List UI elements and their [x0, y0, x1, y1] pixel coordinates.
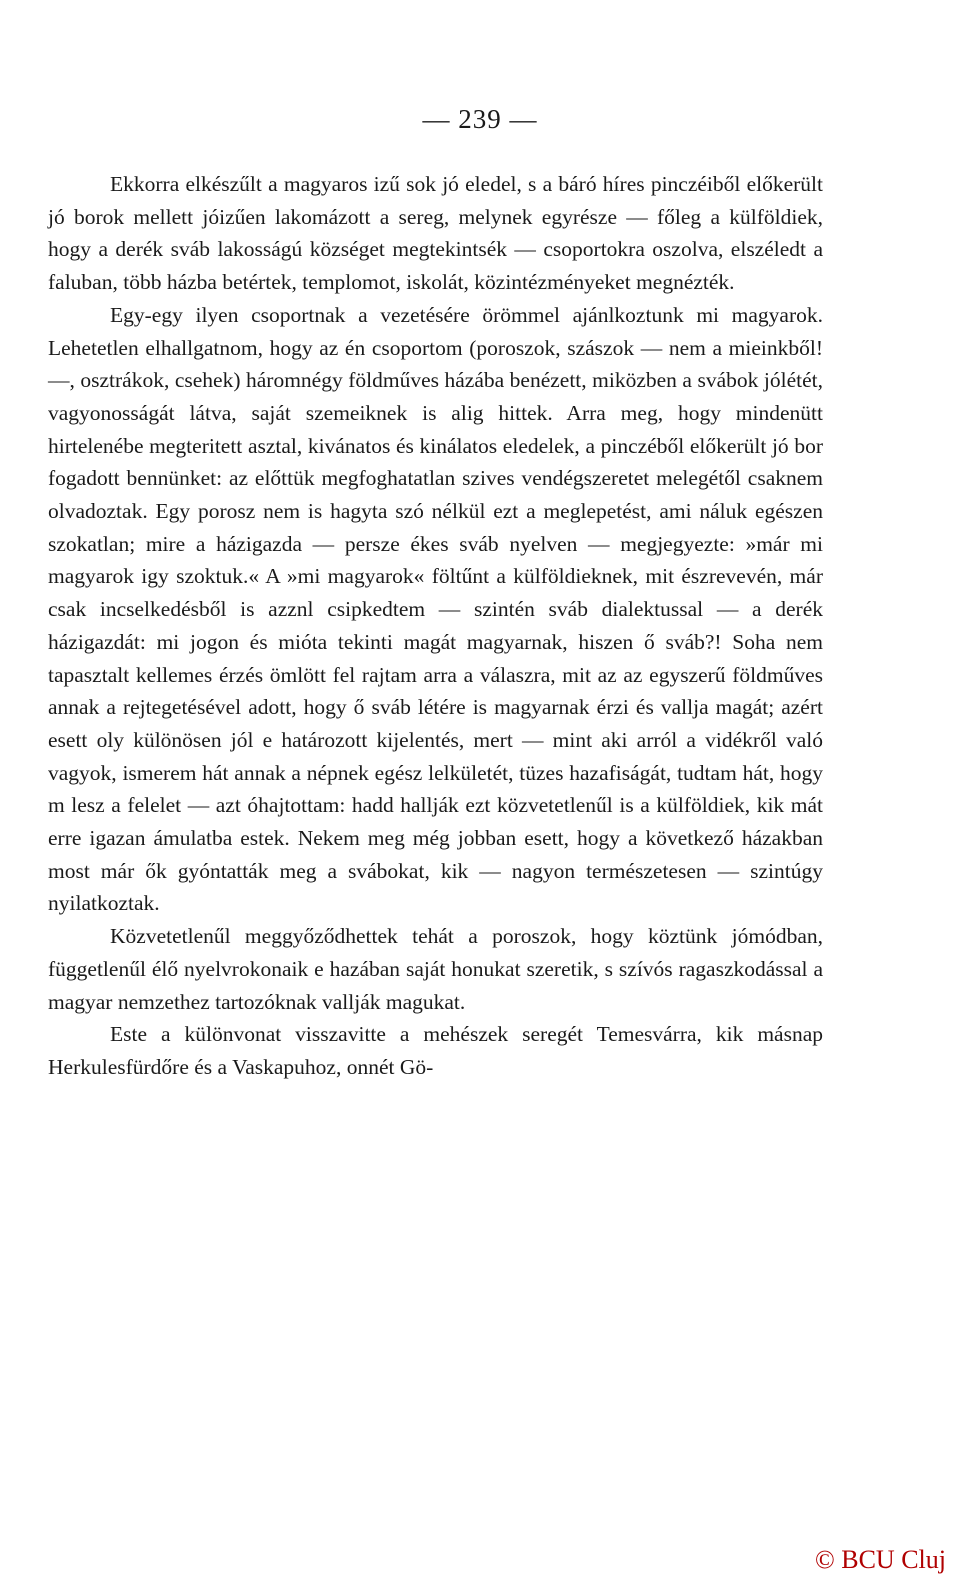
library-stamp: © BCU Cluj [814, 1545, 946, 1574]
paragraph-4: Este a különvonat visszavitte a mehészek seregét Temesvárra, kik másnap Herkulesfürdőre és a Vaskapuhoz, onnét Gö- [48, 1022, 823, 1079]
paragraph-1: Ekkorra elkészűlt a magyaros izű sok jó eledel, s a báró híres pinczéiből előkerült jó borok mellett jóizűen lakomázott a sereg, melynek egyrésze — főleg a külföldiek, hogy a derék sváb lakosságú községet megtekintsék — csoportokra oszolva, elszéledt a faluban, több házba betértek, templomot, iskolát, közintézményeket megnézték. [48, 172, 823, 295]
page-number: — 239 — [422, 104, 538, 134]
paragraph-3: Közvetetlenűl meggyőződhettek tehát a poroszok, hogy köztünk jómódban, függetlenűl élő nyelvrokonaik e hazában saját honukat szeretik, s szívós ragaszkodással a magyar nemzethez tartozóknak vallják magukat. [48, 924, 823, 1014]
body-text [48, 168, 823, 1084]
paragraph-2: Egy-egy ilyen csoportnak a vezetésére örömmel ajánlkoztunk mi magyarok. Lehetetlen elhallgatnom, hogy az én csoportom (poroszok, szászok — nem a mieinkből! —, osztrákok, csehek) háromnégy földműves házába benézett, miközben a svábok jólétét, vagyonosságát látva, saját szemeiknek is alig hittek. Arra meg, hogy mindenütt hirtelenébe megteritett asztal, kivánatos és kinálatos eledelek, a pinczéből előkerült jó bor fogadott bennünket: az előttük megfoghatatlan szives vendégszeretet melegétől csaknem olvadoztak. Egy porosz nem is hagyta szó nélkül ezt a meglepetést, ami náluk egészen szokatlan; mire a házigazda — persze ékes sváb nyelven — megjegyezte: »már mi magyarok igy szoktuk.« A »mi magyarok« föltűnt a külföldieknek, mit észrevevén, már csak incselkedésből is azznl csipkedtem — szintén sváb dialektussal — a derék házigazdát: mi jogon és mióta tekinti magát magyarnak, hiszen ő sváb?! Soha nem tapasztalt kellemes érzés ömlött fel rajtam arra a válaszra, mit az az egyszerű földműves annak a rejtegetésével adott, hogy ő sváb létére is magyarnak érzi és vallja magát; azért esett oly különösen jól e határozott kijelentés, mert — mint aki arról a vidékről való vagyok, ismerem hát annak a népnek egész lelkületét, tüzes hazafiságát, tudtam hát, hogy m lesz a felelet — azt óhajtottam: hadd hallják ezt közvetetlenűl is a külföldiek, kik mát erre igazan ámulatba estek. Nekem meg még jobban esett, hogy a következő házakban most már ők gyóntatták meg a svábokat, kik — nagyon természetesen — szintúgy nyilatkoztak. [48, 302, 823, 916]
